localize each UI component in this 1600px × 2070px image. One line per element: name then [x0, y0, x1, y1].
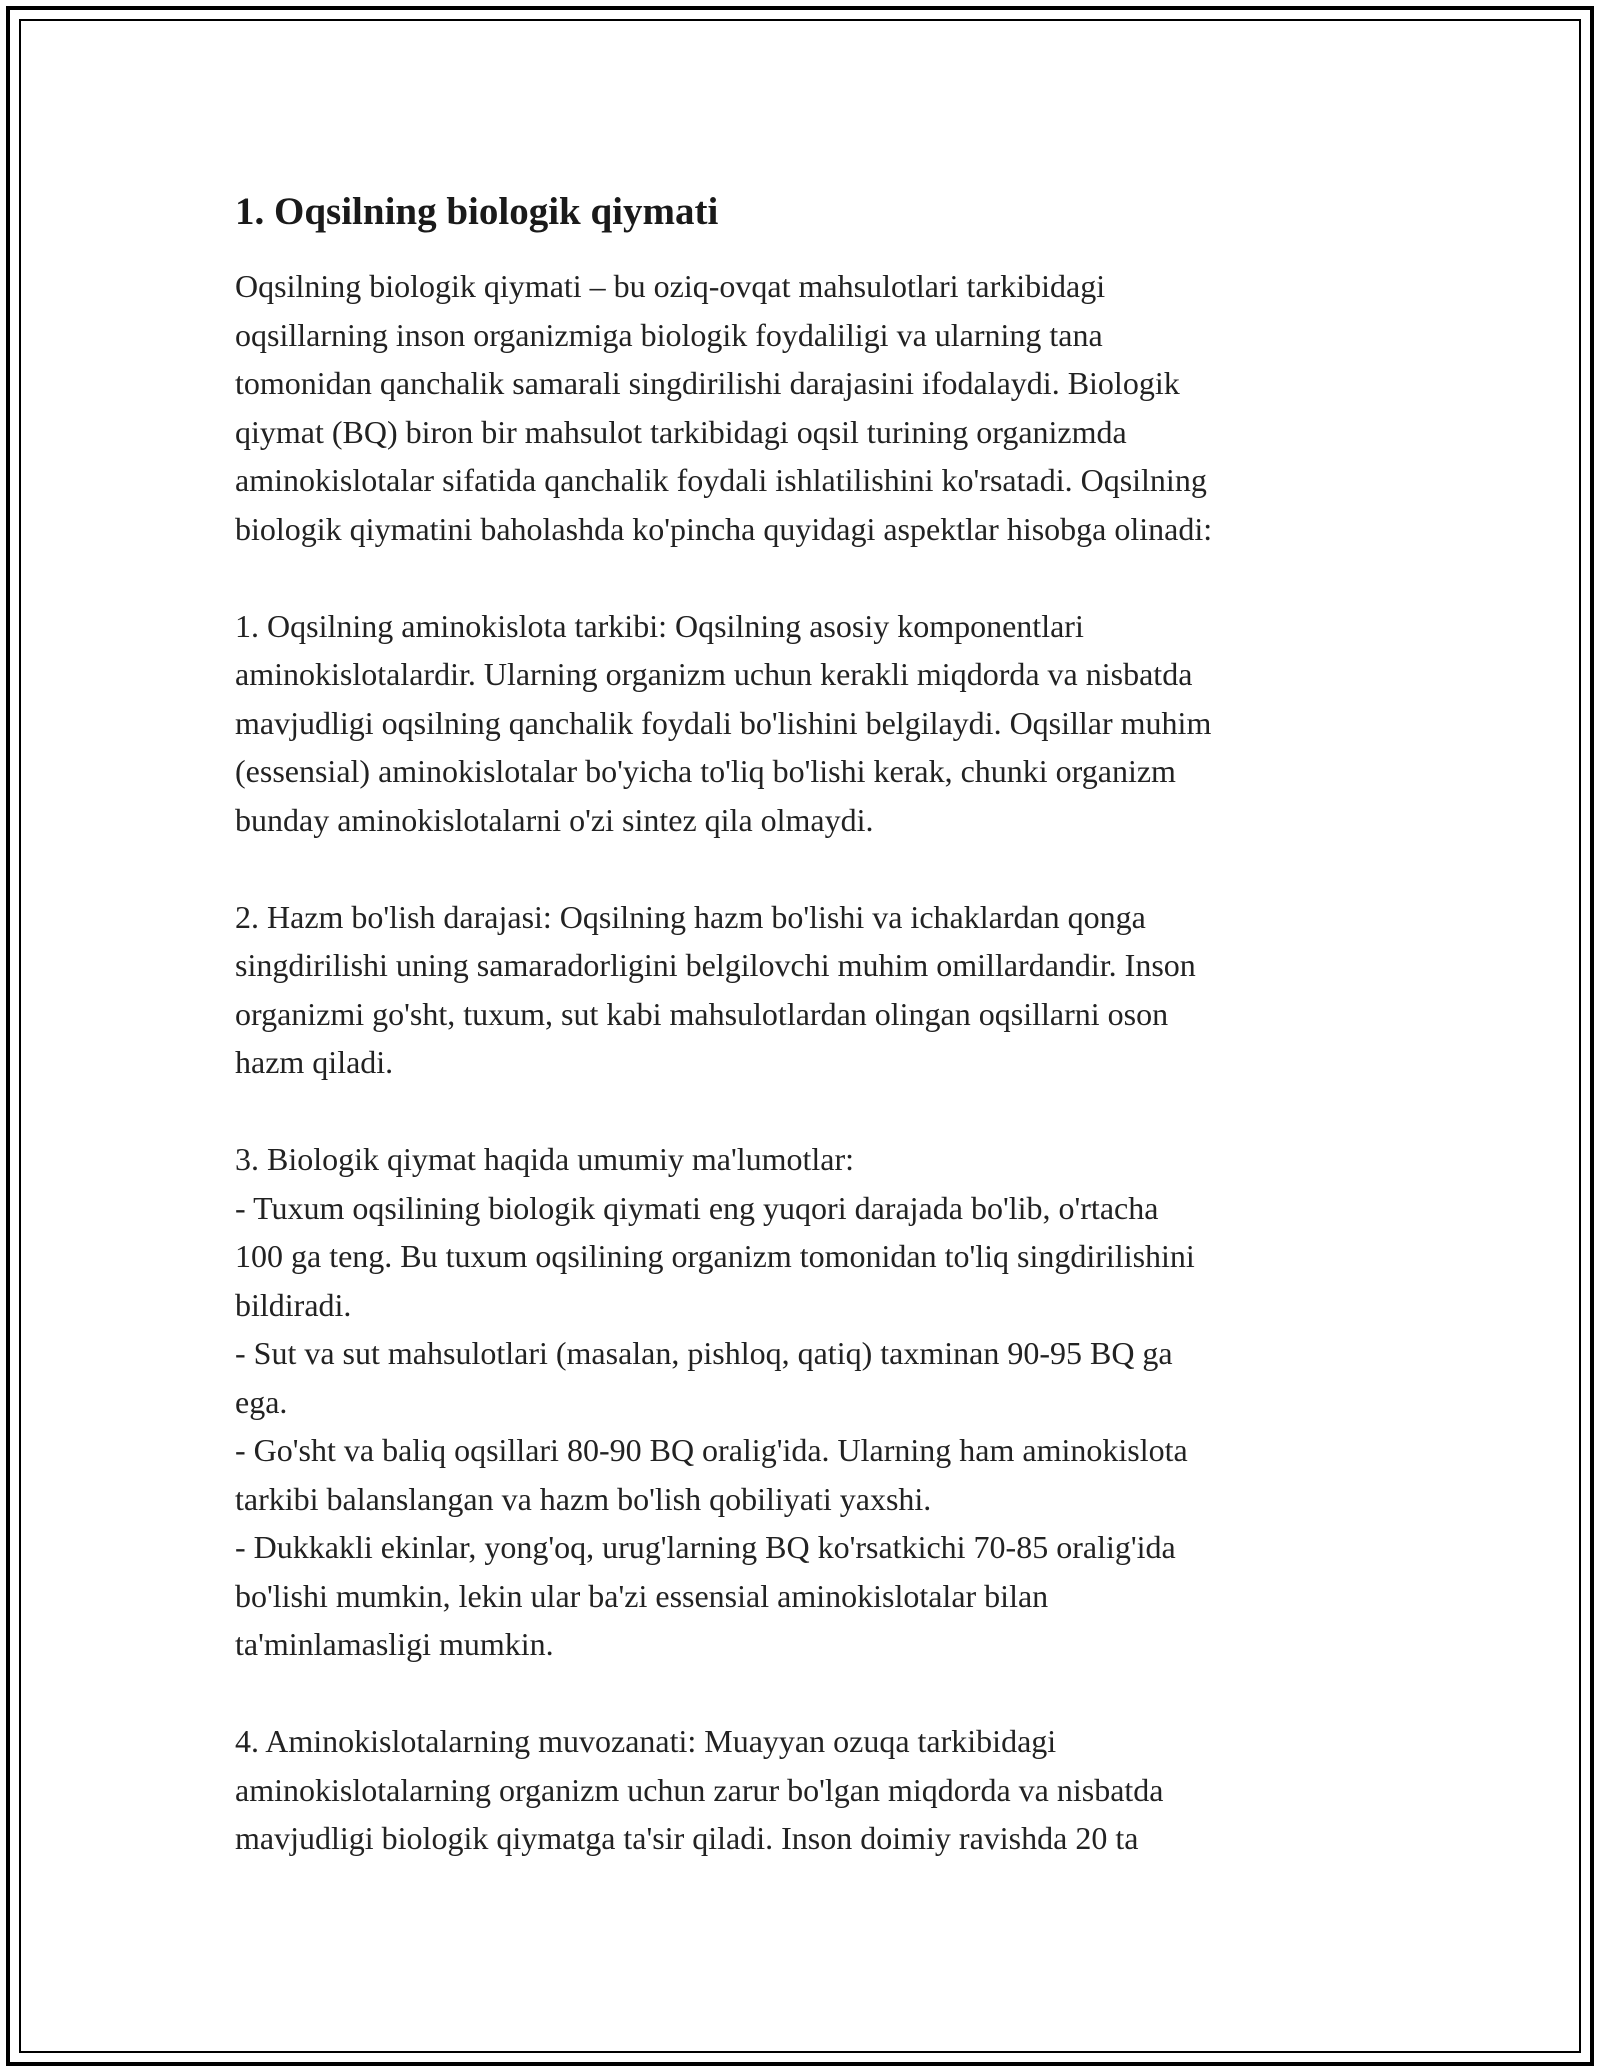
- point-4-paragraph: 4. Aminokislotalarning muvozanati: Muayyan ozuqa tarkibidagi aminokislotalarning organizm uchun zarur bo'lgan miqdorda va nisbatda mavjudligi biologik qiymatga ta'sir qiladi. Inson doimiy ravishda 20 ta: [235, 1723, 1164, 1856]
- point-1-paragraph: 1. Oqsilning aminokislota tarkibi: Oqsilning asosiy komponentlari aminokislotalardir. Ularning organizm uchun kerakli miqdorda va nisbatda mavjudligi oqsilning qanchalik foydali bo'lishini belgilaydi. Oqsillar muhim (essensial) aminokislotalar bo'yicha to'liq bo'lishi kerak, chunki organizm bunday aminokislotalarni o'zi sintez qila olmaydi.: [235, 607, 1212, 838]
- intro-paragraph: Oqsilning biologik qiymati – bu oziq-ovqat mahsulotlari tarkibidagi oqsillarning inson organizmiga biologik foydaliligi va ularning tana tomonidan qanchalik samarali singdirilishi darajasini ifodalaydi. Biologik qiymat (BQ) biron bir mahsulot tarkibidagi oqsil turining organizmda aminokislotalar sifatida qanchalik foydali ishlatilishini ko'rsatadi. Oqsilning biologik qiymatini baholashda ko'pincha quyidagi aspektlar hisobga olinadi:: [235, 268, 1213, 547]
- document-body: [235, 188, 1395, 1863]
- point-3-paragraph: 3. Biologik qiymat haqida umumiy ma'lumotlar: - Tuxum oqsilining biologik qiymati eng yuqori darajada bo'lib, o'rtacha 100 ga teng. Bu tuxum oqsilining organizm tomonidan to'liq singdirilishini bildiradi. - Sut va sut mahsulotlari (masalan, pishloq, qatiq) taxminan 90-95 BQ ga ega. - Go'sht va baliq oqsillari 80-90 BQ oralig'ida. Ularning ham aminokislota tarkibi balanslangan va hazm bo'lish qobiliyati yaxshi. - Dukkakli ekinlar, yong'oq, urug'larning BQ ko'rsatkichi 70-85 oralig'ida bo'lishi mumkin, lekin ular ba'zi essensial aminokislotalar bilan ta'minlamasligi mumkin.: [235, 1141, 1195, 1662]
- paragraph-gap: [235, 1087, 1395, 1136]
- paragraph-gap: [235, 1669, 1395, 1718]
- paragraph-gap: [235, 553, 1395, 602]
- paragraph-gap: [235, 844, 1395, 893]
- section-heading: 1. Oqsilning biologik qiymati: [235, 190, 719, 233]
- point-2-paragraph: 2. Hazm bo'lish darajasi: Oqsilning hazm bo'lishi va ichaklardan qonga singdirilishi uning samaradorligini belgilovchi muhim omillardandir. Inson organizmi go'sht, tuxum, sut kabi mahsulotlardan olingan oqsillarni oson hazm qiladi.: [235, 898, 1196, 1080]
